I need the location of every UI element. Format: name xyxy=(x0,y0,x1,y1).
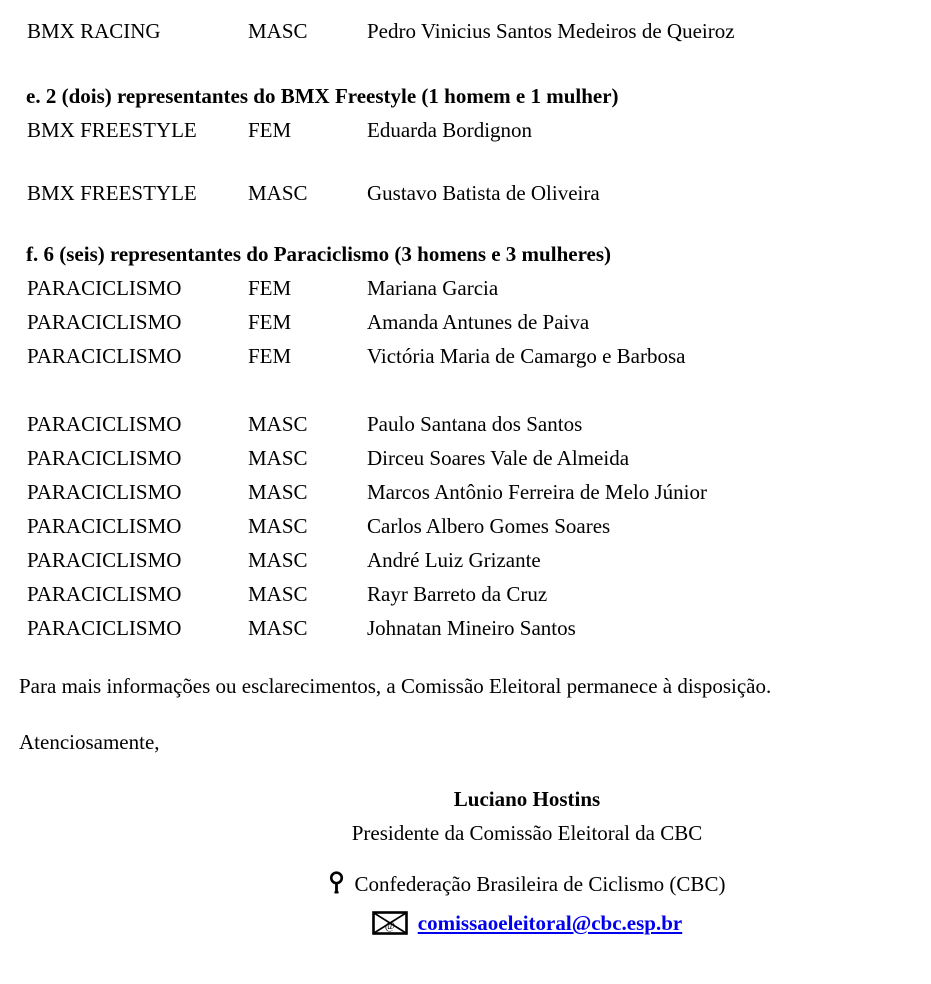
modality-cell: BMX RACING xyxy=(27,19,161,43)
gender-cell: MASC xyxy=(248,446,308,470)
table-row xyxy=(0,543,931,577)
modality-cell: PARACICLISMO xyxy=(27,412,182,436)
location-pin-icon xyxy=(329,870,344,897)
section-heading-e: e. 2 (dois) representantes do BMX Freestyle (1 homem e 1 mulher) xyxy=(26,84,619,108)
organization-line xyxy=(123,867,931,901)
modality-cell: PARACICLISMO xyxy=(27,310,182,334)
table-row xyxy=(0,611,931,645)
gender-cell: FEM xyxy=(248,118,292,142)
modality-cell: PARACICLISMO xyxy=(27,344,182,368)
modality-cell: PARACICLISMO xyxy=(27,548,182,572)
name-cell: Victória Maria de Camargo e Barbosa xyxy=(367,344,686,368)
table-row xyxy=(0,475,931,509)
name-cell: Eduarda Bordignon xyxy=(367,118,533,142)
envelope-icon xyxy=(372,911,408,935)
modality-cell: PARACICLISMO xyxy=(27,446,182,470)
name-cell: Carlos Albero Gomes Soares xyxy=(367,514,611,538)
section-heading-f: f. 6 (seis) representantes do Paraciclismo (3 homens e 3 mulheres) xyxy=(26,242,611,266)
table-row xyxy=(0,271,931,305)
name-cell: Marcos Antônio Ferreira de Melo Júnior xyxy=(367,480,708,504)
modality-cell: PARACICLISMO xyxy=(27,582,182,606)
table-row xyxy=(0,14,931,48)
gender-cell: MASC xyxy=(248,181,308,205)
name-cell: Paulo Santana dos Santos xyxy=(367,412,583,436)
table-row xyxy=(0,305,931,339)
table-row xyxy=(0,176,931,210)
table-row xyxy=(0,113,931,147)
name-cell: Gustavo Batista de Oliveira xyxy=(367,181,600,205)
gender-cell: MASC xyxy=(248,412,308,436)
table-row xyxy=(0,407,931,441)
name-cell: Mariana Garcia xyxy=(367,276,499,300)
signature-block xyxy=(123,782,931,940)
gender-cell: MASC xyxy=(248,548,308,572)
name-cell: Amanda Antunes de Paiva xyxy=(367,310,590,334)
gender-cell: MASC xyxy=(248,616,308,640)
info-paragraph: Para mais informações ou esclarecimentos, a Comissão Eleitoral permanece à disposição. xyxy=(19,674,772,698)
organization-name: Confederação Brasileira de Ciclismo (CBC) xyxy=(354,872,726,896)
modality-cell: BMX FREESTYLE xyxy=(27,181,197,205)
modality-cell: PARACICLISMO xyxy=(27,480,182,504)
gender-cell: MASC xyxy=(248,480,308,504)
modality-cell: PARACICLISMO xyxy=(27,616,182,640)
name-cell: Johnatan Mineiro Santos xyxy=(367,616,576,640)
gender-cell: MASC xyxy=(248,582,308,606)
table-row xyxy=(0,509,931,543)
name-cell: Dirceu Soares Vale de Almeida xyxy=(367,446,630,470)
modality-cell: PARACICLISMO xyxy=(27,276,182,300)
name-cell: Rayr Barreto da Cruz xyxy=(367,582,548,606)
gender-cell: FEM xyxy=(248,310,292,334)
signer-name: Luciano Hostins xyxy=(453,787,601,811)
email-line xyxy=(123,906,931,940)
gender-cell: FEM xyxy=(248,344,292,368)
svg-text:@: @ xyxy=(384,920,395,932)
email-link[interactable]: comissaoeleitoral@cbc.esp.br xyxy=(417,911,683,935)
signer-title: Presidente da Comissão Eleitoral da CBC xyxy=(351,821,703,845)
salutation: Atenciosamente, xyxy=(19,730,160,754)
name-cell: Pedro Vinicius Santos Medeiros de Queiroz xyxy=(367,19,735,43)
table-row xyxy=(0,339,931,373)
modality-cell: PARACICLISMO xyxy=(27,514,182,538)
modality-cell: BMX FREESTYLE xyxy=(27,118,197,142)
gender-cell: MASC xyxy=(248,19,308,43)
gender-cell: FEM xyxy=(248,276,292,300)
gender-cell: MASC xyxy=(248,514,308,538)
name-cell: André Luiz Grizante xyxy=(367,548,541,572)
table-row xyxy=(0,577,931,611)
table-row xyxy=(0,441,931,475)
